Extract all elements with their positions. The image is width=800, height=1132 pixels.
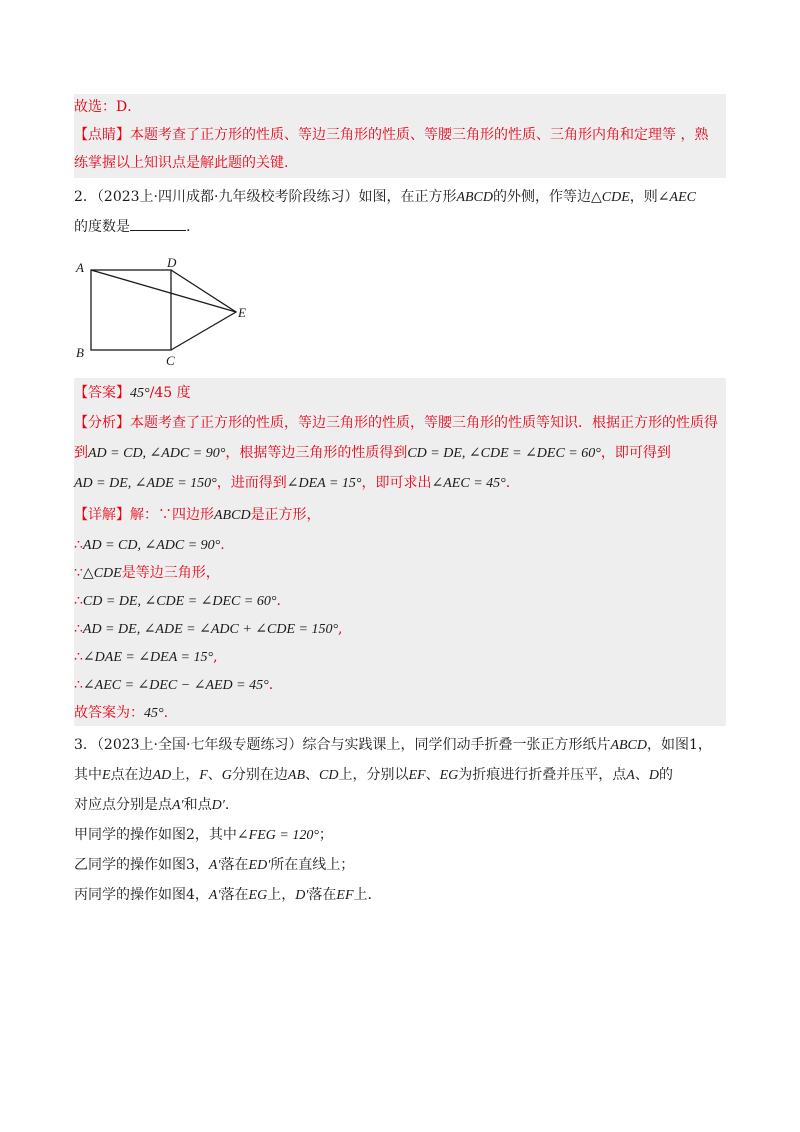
analysis-text-3b: ，即可求出 bbox=[361, 475, 432, 491]
q3-math-ef: EF bbox=[336, 888, 354, 903]
conclusion-line: 故选：D． bbox=[74, 99, 142, 115]
q3-math-eg: EG bbox=[248, 888, 268, 903]
q3-math-ef: EF bbox=[408, 768, 426, 783]
q3-line-1 bbox=[74, 734, 726, 757]
q2-stem-d: 的度数是 bbox=[74, 219, 130, 235]
q3-point-g: G bbox=[221, 768, 232, 783]
q3-text: 、 bbox=[305, 767, 320, 783]
q3-point-d: D bbox=[648, 768, 659, 783]
therefore-symbol: ∴ bbox=[74, 537, 83, 553]
q3-text: 、 bbox=[634, 767, 649, 783]
label-c: C bbox=[166, 353, 175, 368]
analysis-text-2c: ，即可得到 bbox=[600, 445, 671, 461]
comment-line-1 bbox=[74, 124, 726, 146]
q3-text: 点在边 bbox=[110, 767, 153, 783]
final-answer-math: 45° bbox=[144, 706, 164, 721]
analysis-math-2: CD = DE, ∠CDE = ∠DEC = 60° bbox=[407, 446, 601, 461]
q3-source: （2023上·全国·七年级专题练习） bbox=[96, 737, 303, 753]
label-d: D bbox=[167, 256, 177, 270]
answer-label: 【答案】 bbox=[74, 385, 130, 401]
q3-math-a-prime: A′ bbox=[208, 858, 221, 873]
q3-text: 落在 bbox=[308, 887, 337, 903]
q3-text: 和点 bbox=[183, 797, 212, 813]
q3-math-a-prime: A′ bbox=[172, 798, 184, 813]
final-answer-text: 故答案为： bbox=[74, 705, 144, 721]
comment-text: 本题考查了正方形的性质、等边三角形的性质、等腰三角形的性质、三角形内角和定理等 ，熟 bbox=[130, 127, 709, 143]
comment-line-2: 练掌握以上知识点是解此题的关键. bbox=[74, 155, 289, 171]
segment-ae bbox=[91, 270, 236, 312]
label-b: B bbox=[76, 345, 84, 360]
analysis-math-1: AD = CD, ∠ADC = 90° bbox=[88, 446, 226, 461]
triangle-cde-sides bbox=[171, 270, 236, 350]
q2-source: （2023上·四川成都·九年级校考阶段练习） bbox=[96, 189, 359, 205]
therefore-symbol: ∴ bbox=[74, 621, 83, 637]
analysis-label: 【分析】 bbox=[74, 415, 130, 431]
q3-text: 分别在边 bbox=[231, 767, 288, 783]
final-answer-line bbox=[74, 702, 726, 725]
analysis-math-4: ∠DEA = 15° bbox=[286, 476, 362, 491]
q2-stem-c: ，则 bbox=[629, 189, 658, 205]
q2-number: 2． bbox=[74, 189, 97, 205]
q2-angle-name: ∠AEC bbox=[657, 190, 696, 205]
q3-text: 落在 bbox=[220, 857, 249, 873]
q3-text-1b: ，如图1， bbox=[647, 737, 712, 753]
therefore-symbol: ∴ bbox=[74, 677, 83, 693]
q3-text: 所在直线上； bbox=[270, 857, 355, 873]
q3-text: 上， bbox=[171, 767, 200, 783]
q3-math-ad: AD bbox=[152, 768, 172, 783]
therefore-symbol: ∴ bbox=[74, 649, 83, 665]
detail-text-1b: 是正方形， bbox=[250, 507, 321, 523]
analysis-text-1: 本题考查了正方形的性质，等边三角形的性质，等腰三角形的性质等知识．根据正方形的性质得 bbox=[130, 415, 718, 431]
q3-math-ed-prime: ED′ bbox=[248, 858, 271, 873]
analysis-text-3a: ，进而得到 bbox=[216, 475, 287, 491]
detail-math-6: ∠DAE = ∠DEA = 15° bbox=[82, 650, 214, 665]
q3-text: 的 bbox=[658, 767, 673, 783]
detail-line-6 bbox=[74, 646, 726, 669]
analysis-line-3 bbox=[74, 472, 726, 495]
detail-punct-2: . bbox=[220, 537, 225, 553]
q2-stem-b: 的外侧，作等边 bbox=[493, 189, 592, 205]
q2-line-2 bbox=[74, 216, 726, 238]
detail-label: 【详解】 bbox=[74, 507, 130, 523]
detail-line-4 bbox=[74, 590, 726, 613]
q3-line-4 bbox=[74, 824, 726, 847]
detail-punct-7: . bbox=[268, 677, 274, 693]
q3-math-abcd: ABCD bbox=[610, 738, 648, 753]
detail-math-1: ABCD bbox=[214, 508, 251, 523]
analysis-line-2 bbox=[74, 442, 726, 465]
q3-number: 3． bbox=[74, 737, 97, 753]
comment-label: 【点睛】 bbox=[74, 127, 130, 143]
analysis-line-1 bbox=[74, 412, 726, 434]
detail-line-7 bbox=[74, 674, 726, 697]
q3-point-f: F bbox=[199, 768, 208, 783]
q3-math-cd: CD bbox=[319, 768, 339, 783]
q3-text: ； bbox=[318, 827, 333, 843]
detail-math-4: CD = DE, ∠CDE = ∠DEC = 60° bbox=[82, 594, 277, 609]
label-a: A bbox=[76, 260, 84, 275]
q2-line-1 bbox=[74, 186, 726, 209]
detail-math-7: ∠AEC = ∠DEC − ∠AED = 45° bbox=[82, 678, 269, 693]
q3-text: 甲同学的操作如图2，其中 bbox=[74, 827, 237, 843]
q3-line-5 bbox=[74, 854, 726, 877]
q3-text: 对应点分别是点 bbox=[74, 797, 172, 813]
geometry-figure bbox=[72, 256, 262, 368]
q2-square-name: ABCD bbox=[456, 190, 494, 205]
detail-punct-4: . bbox=[276, 593, 281, 609]
label-e: E bbox=[238, 305, 246, 320]
q3-line-2 bbox=[74, 764, 726, 787]
answer-alt: /45 度 bbox=[149, 385, 191, 401]
q3-point-a: A bbox=[626, 768, 635, 783]
detail-text-3: 是等边三角形， bbox=[121, 565, 220, 581]
q2-stem-a: 如图，在正方形 bbox=[358, 189, 457, 205]
q3-math-ab: AB bbox=[287, 768, 306, 783]
final-answer-punct: . bbox=[163, 705, 169, 721]
q3-text: 、 bbox=[207, 767, 222, 783]
q3-text: 其中 bbox=[74, 767, 102, 783]
therefore-symbol: ∴ bbox=[74, 593, 83, 609]
q3-point-e: E bbox=[102, 768, 111, 783]
q3-text: 乙同学的操作如图3， bbox=[74, 857, 209, 873]
q3-text: 上. bbox=[353, 887, 372, 903]
q3-text: 为折痕进行折叠并压平，点 bbox=[458, 767, 627, 783]
q3-line-3 bbox=[74, 794, 726, 817]
because-symbol: ∵ bbox=[74, 565, 83, 581]
q3-text: . bbox=[224, 797, 230, 813]
detail-punct-6: , bbox=[213, 649, 218, 665]
q3-math-angle-feg: ∠FEG = 120° bbox=[236, 828, 319, 843]
q3-math-eg: EG bbox=[439, 768, 459, 783]
detail-line-1 bbox=[74, 504, 726, 527]
analysis-math-5: ∠AEC = 45° bbox=[431, 476, 506, 491]
detail-line-5 bbox=[74, 618, 726, 641]
q2-end: . bbox=[186, 219, 191, 235]
q3-text-1a: 综合与实践课上，同学们动手折叠一张正方形纸片 bbox=[302, 737, 611, 753]
analysis-text-3c: . bbox=[505, 475, 511, 491]
analysis-math-3: AD = DE, ∠ADE = 150° bbox=[74, 476, 217, 491]
q3-text: 落在 bbox=[220, 887, 249, 903]
answer-line bbox=[74, 382, 726, 405]
answer-blank bbox=[130, 216, 186, 231]
analysis-text-2a: 到 bbox=[74, 445, 88, 461]
detail-punct-5: , bbox=[338, 621, 343, 637]
analysis-text-2b: ，根据等边三角形的性质得到 bbox=[225, 445, 408, 461]
q3-text: 丙同学的操作如图4， bbox=[74, 887, 209, 903]
detail-line-3 bbox=[74, 562, 726, 585]
q3-math-a-prime: A′ bbox=[208, 888, 221, 903]
detail-line-2 bbox=[74, 534, 726, 557]
q3-text: 上，分别以 bbox=[338, 767, 409, 783]
q3-math-d-prime: D′ bbox=[211, 798, 225, 813]
detail-math-5: AD = DE, ∠ADE = ∠ADC + ∠CDE = 150° bbox=[82, 622, 339, 637]
answer-value: 45° bbox=[130, 386, 150, 401]
q3-math-d-prime: D′ bbox=[295, 888, 309, 903]
q3-text: 上， bbox=[267, 887, 296, 903]
detail-math-3: △CDE bbox=[82, 566, 122, 581]
q3-line-6 bbox=[74, 884, 726, 907]
q3-text: 、 bbox=[425, 767, 440, 783]
detail-math-2: AD = CD, ∠ADC = 90° bbox=[82, 538, 221, 553]
q2-triangle-name: △CDE bbox=[591, 190, 630, 205]
detail-text-1a: 解：∵四边形 bbox=[130, 507, 214, 523]
